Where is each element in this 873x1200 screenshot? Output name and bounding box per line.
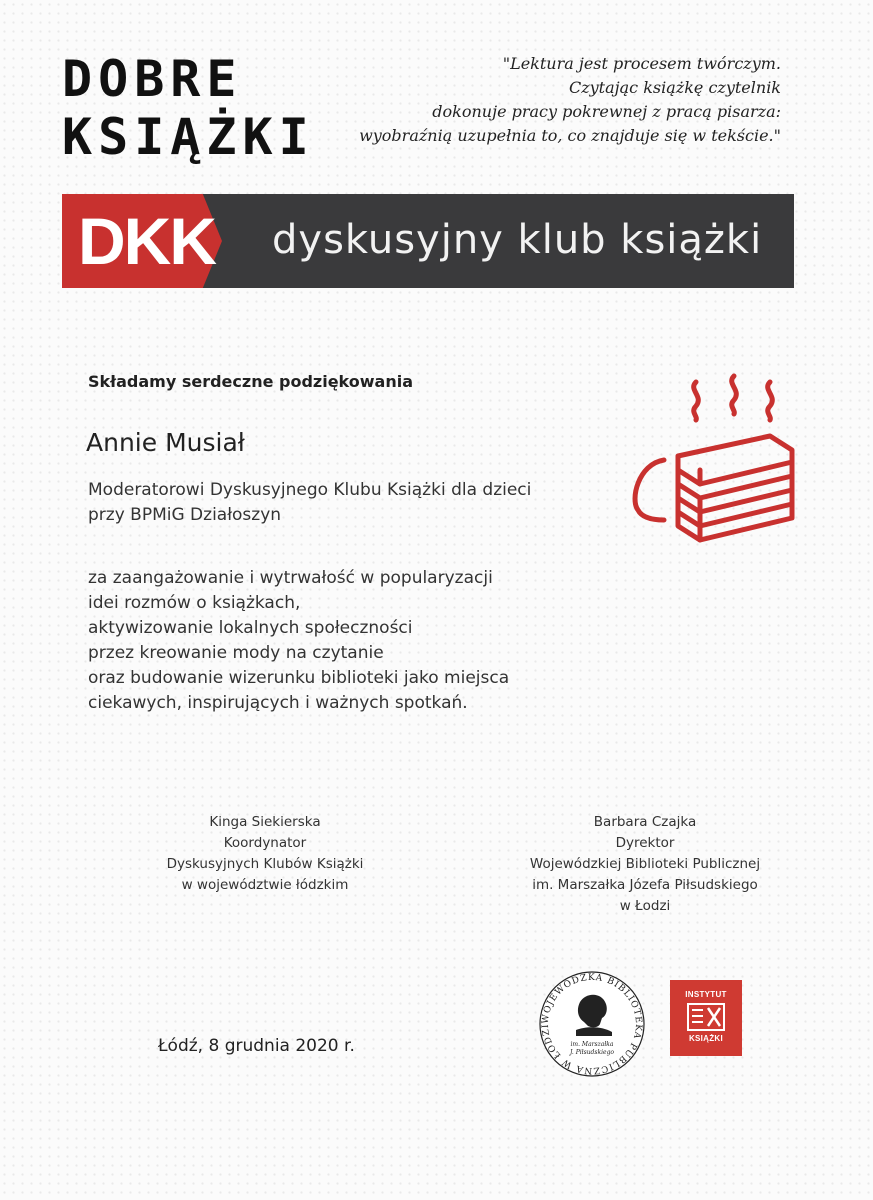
signature-right <box>510 812 780 917</box>
signature-line: Wojewódzkiej Biblioteki Publicznej <box>529 856 761 872</box>
instytut-ksiazki-logo <box>670 980 742 1056</box>
quote-line: Czytając książkę czytelnik <box>568 78 781 97</box>
quote-line: dokonuje pracy pokrewnej z pracą pisarza: <box>432 102 781 121</box>
signature-line: w Łodzi <box>619 898 671 914</box>
signature-line: Koordynator <box>223 835 307 851</box>
reason-line: aktywizowanie lokalnych społeczności <box>88 618 413 638</box>
banner-logo: DKK <box>78 204 215 278</box>
reason-line: ciekawych, inspirujących i ważnych spotkań. <box>88 693 468 713</box>
role-line: Moderatorowi Dyskusyjnego Klubu Książki dla dzieci <box>88 480 532 500</box>
logo-line-2: KSIĄŻKI <box>62 108 315 166</box>
signature-left <box>160 812 370 896</box>
quote <box>311 52 781 148</box>
reason-text <box>88 566 608 716</box>
signature-line: Dyrektor <box>615 835 675 851</box>
recipient-role <box>88 478 608 528</box>
institute-line-2: KSIĄŻKI <box>688 1034 724 1043</box>
dkk-banner <box>62 194 794 288</box>
reason-line: za zaangażowanie i wytrwałość w popularyzacji <box>88 568 493 588</box>
steaming-books-icon <box>620 372 810 576</box>
dobre-ksiazki-logo <box>62 50 315 166</box>
quote-line: "Lektura jest procesem twórczym. <box>502 54 781 73</box>
book-x-icon <box>686 1002 726 1032</box>
signature-line: im. Marszałka Józefa Piłsudskiego <box>532 877 758 893</box>
library-seal-logo <box>536 968 648 1084</box>
institute-line-1: INSTYTUT <box>685 990 727 999</box>
signature-line: w województwie łódzkim <box>181 877 349 893</box>
role-line: przy BPMiG Działoszyn <box>88 505 282 525</box>
logo-line-1: DOBRE <box>62 50 243 108</box>
reason-line: idei rozmów o książkach, <box>88 593 301 613</box>
signature-line: Dyskusyjnych Klubów Książki <box>166 856 364 872</box>
quote-line: wyobraźnią uzupełnia to, co znajduje się w tekście." <box>359 126 781 145</box>
banner-title: dyskusyjny klub książki <box>272 217 763 263</box>
seal-text: WOJEWÓDZKA BIBLIOTEKA PUBLICZNA W ŁODZI <box>540 972 644 1076</box>
intro-text: Składamy serdeczne podziękowania <box>88 372 413 391</box>
reason-line: oraz budowanie wizerunku biblioteki jako miejsca <box>88 668 510 688</box>
place-date: Łódź, 8 grudnia 2020 r. <box>158 1036 355 1056</box>
recipient-name: Annie Musiał <box>86 428 245 457</box>
seal-inner-line: J. Piłsudskiego <box>569 1049 615 1056</box>
signature-line: Barbara Czajka <box>593 814 697 830</box>
signature-line: Kinga Siekierska <box>209 814 321 830</box>
seal-inner-line: im. Marszałka <box>570 1041 614 1048</box>
reason-line: przez kreowanie mody na czytanie <box>88 643 384 663</box>
